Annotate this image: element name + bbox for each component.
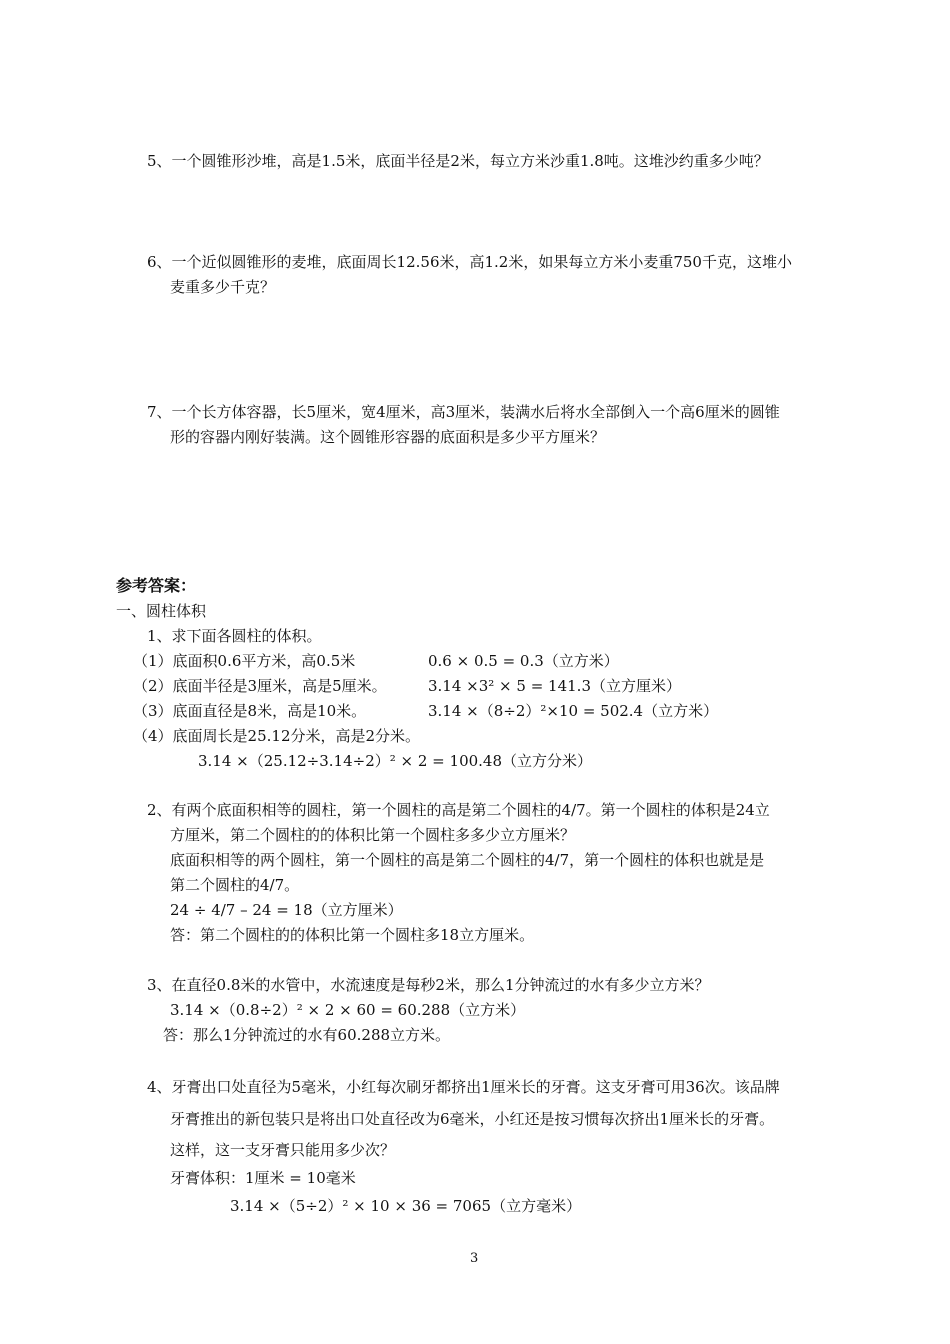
question-7-line-2: 形的容器内刚好装满。这个圆锥形容器的底面积是多少平方厘米？: [170, 428, 606, 446]
question-6-line-2: 麦重多少千克？: [170, 278, 276, 296]
answer-4-line-3: 这样，这一支牙膏只能用多少次？: [170, 1141, 396, 1159]
answer-1-3-question: （3）底面直径是8米，高是10米。: [133, 702, 367, 720]
answer-4-line-1: 4、牙膏出口处直径为5毫米，小红每次刷牙都挤出1厘米长的牙膏。这支牙膏可用36次。该品牌: [147, 1078, 780, 1096]
answer-3-line-3: 答：那么1分钟流过的水有60.288立方米。: [163, 1026, 451, 1044]
page-number: 3: [470, 1251, 479, 1266]
answer-2-line-5: 24 ÷ 4/7 – 24 = 18（立方厘米）: [170, 901, 403, 919]
answer-2-line-6: 答：第二个圆柱的的体积比第一个圆柱多18立方厘米。: [170, 926, 535, 944]
answer-2-line-2: 方厘米，第二个圆柱的的体积比第一个圆柱多多少立方厘米？: [170, 826, 576, 844]
question-5: 5、一个圆锥形沙堆，高是1.5米，底面半径是2米，每立方米沙重1.8吨。这堆沙约重多少吨？: [147, 152, 769, 170]
section-1-title: 一、圆柱体积: [116, 602, 207, 620]
question-7-line-1: 7、一个长方体容器，长5厘米，宽4厘米，高3厘米，装满水后将水全部倒入一个高6厘米的圆锥: [147, 403, 780, 421]
answer-1-title: 1、求下面各圆柱的体积。: [147, 627, 322, 645]
answer-2-line-3: 底面积相等的两个圆柱，第一个圆柱的高是第二个圆柱的4/7，第一个圆柱的体积也就是是: [170, 851, 765, 869]
answer-3-line-2: 3.14 ×（0.8÷2）² × 2 × 60 = 60.288（立方米）: [170, 1001, 526, 1019]
answer-2-line-4: 第二个圆柱的4/7。: [170, 876, 300, 894]
answer-4-line-2: 牙膏推出的新包装只是将出口处直径改为6毫米，小红还是按习惯每次挤出1厘米长的牙膏。: [170, 1110, 775, 1128]
answer-1-3-solution: 3.14 ×（8÷2）²×10 = 502.4（立方米）: [428, 702, 719, 720]
answer-4-line-5: 3.14 ×（5÷2）² × 10 × 36 = 7065（立方毫米）: [230, 1197, 582, 1215]
answer-4-line-4: 牙膏体积：1厘米 = 10毫米: [170, 1169, 356, 1187]
answers-heading: 参考答案：: [116, 576, 197, 595]
answer-1-1-question: （1）底面积0.6平方米，高0.5米: [133, 652, 356, 670]
answer-3-line-1: 3、在直径0.8米的水管中，水流速度是每秒2米，那么1分钟流过的水有多少立方米？: [147, 976, 710, 994]
answer-1-1-solution: 0.6 × 0.5 = 0.3（立方米）: [428, 652, 619, 670]
answer-1-2-solution: 3.14 ×3² × 5 = 141.3（立方厘米）: [428, 677, 681, 695]
answer-1-4-question: （4）底面周长是25.12分米，高是2分米。: [133, 727, 421, 745]
answer-1-2-question: （2）底面半径是3厘米，高是5厘米。: [133, 677, 387, 695]
answer-2-line-1: 2、有两个底面积相等的圆柱，第一个圆柱的高是第二个圆柱的4/7。第一个圆柱的体积是24立: [147, 801, 770, 819]
answer-1-4-solution: 3.14 ×（25.12÷3.14÷2）² × 2 = 100.48（立方分米）: [198, 752, 593, 770]
question-6-line-1: 6、一个近似圆锥形的麦堆，底面周长12.56米，高1.2米，如果每立方米小麦重750千克，这堆小: [147, 253, 792, 271]
